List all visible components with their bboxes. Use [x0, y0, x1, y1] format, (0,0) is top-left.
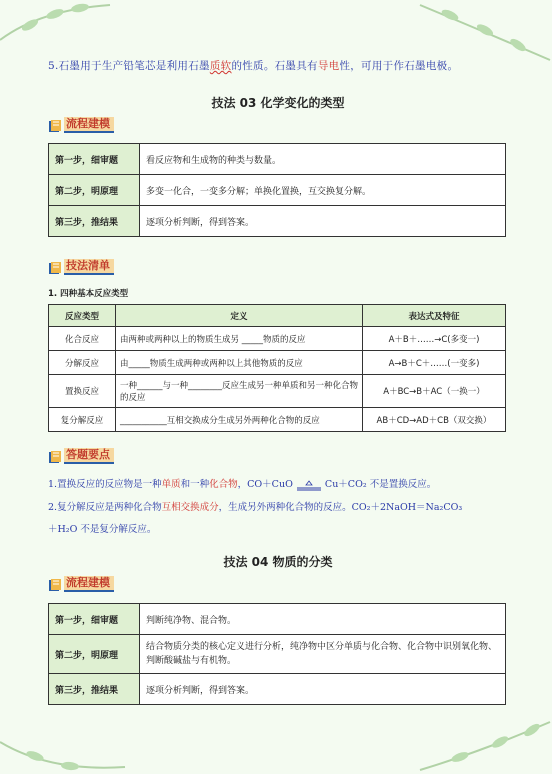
tip-1: [48, 474, 508, 496]
heat-arrow-icon: [296, 479, 322, 491]
tip-text: ＋H₂O 不是复分解反应。: [48, 524, 157, 535]
step-key: 第一步，细审题: [49, 144, 140, 175]
intro-highlight-conductive: 导电: [317, 60, 340, 72]
table-cell: 分解反应: [49, 351, 116, 375]
table-cell: AB＋CD→AD＋CB（双交换）: [363, 408, 506, 432]
tips-badge-text: 答题要点: [64, 448, 114, 464]
step-key: 第二步，明原理: [49, 635, 140, 674]
tip-highlight: 化合物: [209, 479, 238, 490]
table-cell: A＋B＋……→C(多变一): [363, 327, 506, 351]
step-value: 逐项分析判断，得到答案。: [140, 674, 506, 705]
table-cell: A＋BC→B＋AC（一换一）: [363, 375, 506, 408]
table-cell: 由两种或两种以上的物质生成另 _____物质的反应: [116, 327, 363, 351]
flow-badge-text: 流程建模: [64, 117, 114, 133]
intro-highlight-soft: 质软: [209, 60, 232, 72]
table-row: [49, 175, 506, 206]
step-key: 第三步，推结果: [49, 674, 140, 705]
step-value: 看反应物和生成物的种类与数量。: [140, 144, 506, 175]
reaction-types-table: [48, 304, 506, 432]
table-row: [49, 635, 506, 674]
table-cell: 由_____物质生成两种或两种以上其他物质的反应: [116, 351, 363, 375]
col-header-type: 反应类型: [49, 305, 116, 327]
intro-line: [48, 58, 508, 73]
table-row: [49, 408, 506, 432]
tip-text: 2.复分解反应是两种化合物: [48, 502, 162, 513]
list-badge-03: [48, 259, 114, 275]
leaf-decoration-bottom-right: [410, 712, 552, 774]
steps-table-04: [48, 603, 506, 705]
reaction-types-subhead: 1. 四种基本反应类型: [48, 289, 129, 299]
table-cell: A→B＋C＋……(一变多): [363, 351, 506, 375]
flow-badge-04: [48, 576, 114, 592]
tip-highlight: 单质: [161, 479, 181, 490]
intro-prefix: 5.石墨用于生产铅笔芯是利用石墨: [48, 60, 210, 72]
section-03-title: 技法 03 化学变化的类型: [211, 96, 345, 110]
book-icon: [48, 118, 62, 132]
book-icon: [48, 449, 62, 463]
step-key: 第一步，细审题: [49, 604, 140, 635]
tip-text: ，生成另外两种化合物的反应。CO₂＋2NaOH＝Na₂CO₃: [218, 502, 463, 513]
tip-text: 和一种: [180, 479, 210, 490]
table-row: [49, 375, 506, 408]
intro-suffix: 性，可用于作石墨电极。: [339, 60, 459, 72]
tips-badge-03: [48, 448, 114, 464]
table-cell: 置换反应: [49, 375, 116, 408]
section-04-title: 技法 04 物质的分类: [223, 555, 333, 569]
book-icon: [48, 260, 62, 274]
flow-badge-text: 流程建模: [64, 576, 114, 592]
flow-badge-03: [48, 117, 114, 133]
table-row: [49, 327, 506, 351]
intro-middle: 的性质。石墨具有: [231, 60, 318, 72]
col-header-expression: 表达式及特征: [363, 305, 506, 327]
table-row: [49, 144, 506, 175]
table-row: [49, 674, 506, 705]
tip-2: [48, 497, 508, 541]
table-header-row: [49, 305, 506, 327]
tip-highlight: 互相交换成分: [161, 502, 219, 513]
tip-text: Cu＋CO₂ 不是置换反应。: [324, 479, 437, 490]
tip-text: 1.置换反应的反应物是一种: [48, 479, 162, 490]
col-header-definition: 定义: [116, 305, 363, 327]
step-value: 结合物质分类的核心定义进行分析，纯净物中区分单质与化合物、化合物中识别氧化物、判断酸碱盐与有机物。: [140, 635, 506, 674]
step-value: 逐项分析判断，得到答案。: [140, 206, 506, 237]
step-key: 第二步，明原理: [49, 175, 140, 206]
table-cell: 复分解反应: [49, 408, 116, 432]
step-key: 第三步，推结果: [49, 206, 140, 237]
steps-table-03: [48, 143, 506, 237]
list-badge-text: 技法清单: [64, 259, 114, 275]
book-icon: [48, 577, 62, 591]
table-row: [49, 351, 506, 375]
step-value: 判断纯净物、混合物。: [140, 604, 506, 635]
table-row: [49, 604, 506, 635]
step-value: 多变一化合，一变多分解；单换化置换，互交换复分解。: [140, 175, 506, 206]
table-cell: 一种______与一种________反应生成另一种单质和另一种化合物的反应: [116, 375, 363, 408]
tip-text: ，CO＋CuO: [237, 479, 293, 490]
table-cell: ___________互相交换成分生成另外两种化合物的反应: [116, 408, 363, 432]
table-cell: 化合反应: [49, 327, 116, 351]
table-row: [49, 206, 506, 237]
leaf-decoration-bottom-left: [0, 712, 130, 774]
